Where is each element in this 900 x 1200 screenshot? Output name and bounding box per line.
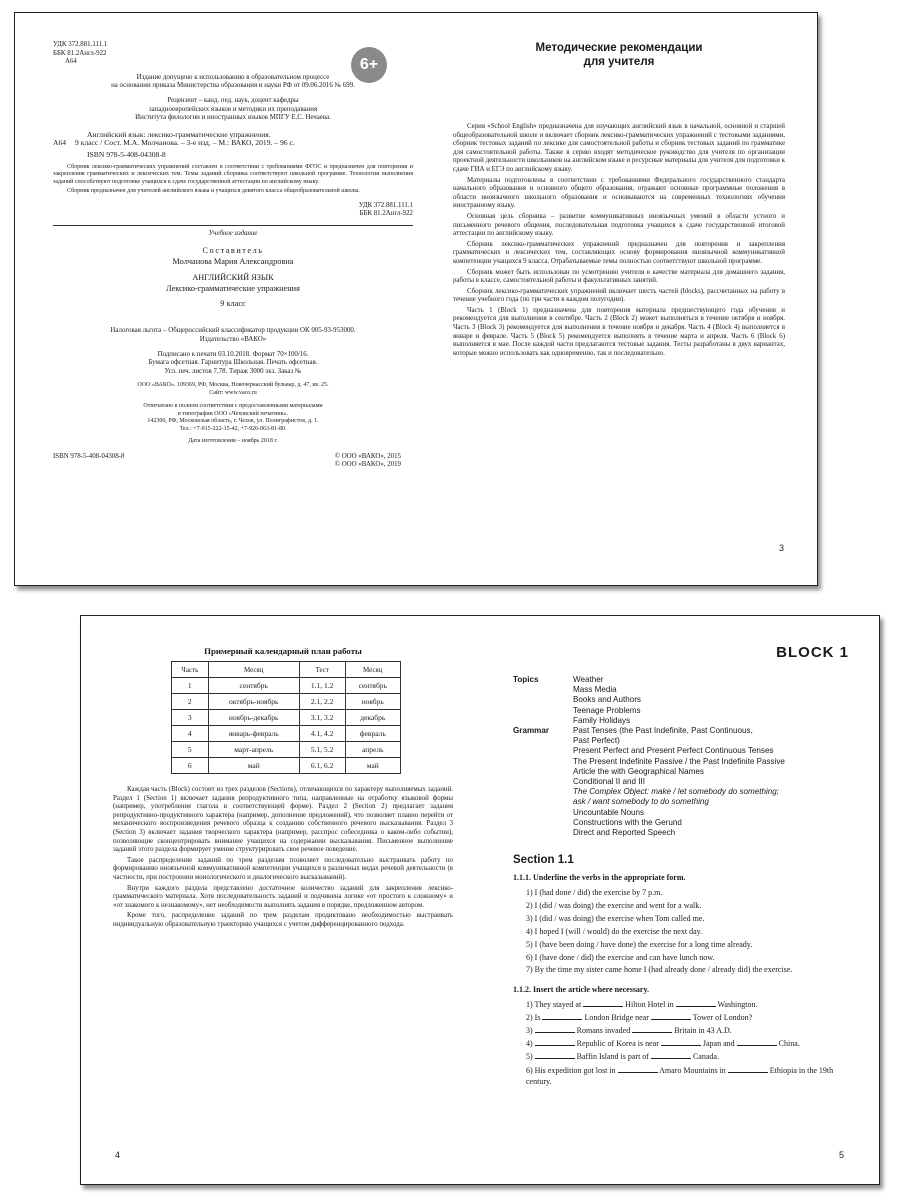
table-header: Месяц: [345, 662, 400, 678]
printing-line-2: в типографии ООО «Чеховский печатник».: [177, 410, 289, 417]
grammar-item: The Complex Object: make / let somebody do something;: [573, 787, 780, 797]
table-cell: январь-февраль: [208, 726, 299, 742]
table-row: [172, 742, 401, 758]
compiler-label: Составитель: [202, 246, 264, 256]
topics-label: Topics: [513, 675, 539, 684]
exercise-item: 2) I (did / was doing) the exercise and went for a walk.: [526, 901, 702, 911]
answer-blank[interactable]: [632, 1025, 672, 1033]
paragraph: Каждая часть (Block) состоит из трех разделов (Sections), отличающихся по характеру выполняемых заданий. Раздел 1 (Section 1) включает задания репродуктивного типа, направленные на отработку языковой формы (например, употребление глагола в соответствующей форме). Раздел 2 (Section 2) предлагает задания репродуктивно-продуктивного характера (например, дополнение предложений), что позволяет плавно перейти от механического воспроизведения речевого образца к созданию собственного речевого высказывания. Раздел 3 (Section 3) включает задания творческого характера (например, расспрос собеседника о каком-либо событии), позволяющие сконцентрировать внимание учащихся на содержании высказывания. Письменное выполнение заданий этого раздела формирует умение структурировать свое речевое поведение.: [113, 786, 453, 854]
book-spread-bottom: [80, 615, 880, 1185]
answer-blank[interactable]: [737, 1038, 777, 1046]
exercise-item: 7) By the time my sister came home I (had already done / already did) the exercise.: [526, 965, 793, 975]
table-row: [172, 694, 401, 710]
printing-line-3: 142300, РФ, Московская область, г. Чехов, ул. Полиграфистов, д. 1.: [147, 418, 319, 425]
topic-item: Books and Authors: [573, 695, 641, 705]
block-1-page: [513, 644, 849, 1184]
answer-blank[interactable]: [618, 1065, 658, 1073]
udk-code: УДК 372.881.111.1: [53, 41, 108, 48]
table-cell: 2: [172, 694, 209, 710]
table-cell: март-апрель: [208, 742, 299, 758]
grammar-item: Constructions with the Gerund: [573, 817, 682, 827]
table-cell: 2.1, 2.2: [299, 694, 345, 710]
paragraph: Кроме того, распределение заданий по трем разделам продиктовано необходимостью выстраивать индивидуальную образовательную траекторию учащихся с учетом дифференцированного подхода.: [113, 912, 453, 928]
task-2-heading: 1.1.2. Insert the article where necessary.: [513, 985, 650, 995]
address-line-1: ООО «ВАКО». 109369, РФ, Москва, Новочеркасский бульвар, д. 47, кв. 25.: [137, 382, 329, 389]
table-row: [172, 678, 401, 694]
table-cell: 4.1, 4.2: [299, 726, 345, 742]
table-title: Примерный календарный план работы: [204, 646, 362, 656]
table-cell: 5: [172, 742, 209, 758]
grammar-label: Grammar: [513, 726, 549, 736]
exercise-item: 4) I hoped I (will / would) do the exercise the next day.: [526, 927, 703, 937]
table-cell: апрель: [345, 742, 400, 758]
print-line-2: Бумага офсетная. Гарнитура Школьная. Печать офсетная.: [148, 359, 318, 367]
copyright-1: © ООО «ВАКО», 2015: [334, 452, 401, 460]
paragraph: Внутри каждого раздела представлено достаточное количество заданий для закрепления лексико-грамматического материала. Хотя последовательность заданий и подчинена логике «от простого к сложному» и «от знакомого к незнакомому», нет необходимости выполнять задания в порядке, предложенном автором.: [113, 884, 453, 909]
biblio-code: А64: [53, 138, 67, 148]
paragraph: Такое распределение заданий по трем разделам позволяет последовательно выстраивать работу по формированию иноязычной коммуникативной компетенции учащихся в различных видах речевой деятельности (в частности, при построении монологического и диалогического высказываний).: [113, 856, 453, 881]
copyright-2: © ООО «ВАКО», 2019: [334, 461, 401, 469]
grammar-item: Conditional II and III: [573, 777, 645, 787]
topic-item: Mass Media: [573, 685, 617, 695]
table-cell: сентябрь: [345, 678, 400, 694]
page-number: 3: [779, 543, 785, 553]
udk-code-2: УДК 372.881.111.1: [358, 201, 413, 209]
table-header: Месяц: [208, 662, 299, 678]
paragraph: Часть 1 (Block 1) предназначена для повторения материала предшествующего года обучения и рекомендуется для выполнения в сентябре. Часть 2 (Block 2) может выполняться в течение октября и ноября. Часть 3 (Block 3) рекомендуется для выполнения в течение ноября и декабря. Часть 4 (Block 4) выполняется в январе и феврале. Часть 5 (Block 5) рекомендуется выполнять в течение марта и апреля. Часть 6 (Block 6) выполняется в мае. После каждой части предлагаются тестовые задания. Тесты разработаны в двух вариантах, которые можно использовать как одновременно, так и последовательно.: [453, 306, 785, 357]
age-rating-badge: 6+: [351, 47, 387, 83]
paragraph: Сборник лексико-грамматических упражнений включает шесть частей (blocks), рассчитанных на работу в течение учебного года (по три части в каждом полугодии).: [453, 287, 785, 304]
book-title: АНГЛИЙСКИЙ ЯЗЫК: [192, 273, 274, 283]
table-cell: февраль: [345, 726, 400, 742]
page-number: 4: [115, 1150, 121, 1160]
biblio-title: Английский язык: лексико-грамматические упражнения.: [87, 129, 271, 139]
grammar-item: Present Perfect and Present Perfect Continuous Tenses: [573, 746, 774, 756]
table-cell: ноябрь-декабрь: [208, 710, 299, 726]
table-row: [172, 710, 401, 726]
answer-blank[interactable]: [676, 999, 716, 1007]
table-cell: май: [208, 758, 299, 774]
topic-item: Family Holidays: [573, 715, 631, 725]
table-header: Тест: [299, 662, 345, 678]
grammar-item: Article the with Geographical Names: [573, 766, 704, 776]
calendar-table: [171, 661, 401, 774]
isbn: ISBN 978-5-408-04308-8: [87, 149, 166, 159]
grammar-item: Uncountable Nouns: [573, 807, 645, 817]
reviewer-line-3: Института филологии и иностранных языков МПГУ Е.С. Нечаева.: [135, 114, 331, 122]
table-cell: 6: [172, 758, 209, 774]
page-number: 5: [839, 1150, 845, 1160]
paragraph: Сборник может быть использован по усмотрению учителя в качестве материала для домашнего задания, работы в классе, самостоятельной работы и факультативных занятий.: [453, 268, 785, 285]
topic-item: Weather: [573, 675, 604, 684]
table-cell: ноябрь: [345, 694, 400, 710]
answer-blank[interactable]: [651, 1051, 691, 1059]
annotation-2: Сборник предназначен для учителей английского языка и учащихся девятого класса общеобразовательной школы.: [67, 188, 360, 195]
table-cell: 3: [172, 710, 209, 726]
paragraph: Материалы подготовлены в соответствии с требованиями Федерального государственного стандарта начального образования и основного общего образования, отражают основные программные положения в области иноязычного школьного образования и основываются на современных технологиях обучения иностранному языку.: [453, 176, 785, 210]
answer-blank[interactable]: [661, 1038, 701, 1046]
divider: [53, 225, 413, 226]
printing-line-1: Отпечатано в полном соответствии с предоставленными материалами: [143, 403, 323, 410]
exercise-item: 1) I (had done / did) the exercise by 7 p.m.: [526, 888, 663, 898]
answer-blank[interactable]: [728, 1065, 768, 1073]
isbn-bottom: ISBN 978-5-408-04308-8: [53, 452, 125, 460]
print-line-3: Усл. печ. листов 7,78. Тираж 3000 экз. Заказ №: [164, 367, 302, 375]
grammar-item: Past Perfect): [573, 736, 620, 746]
section-heading: Section 1.1: [513, 854, 574, 867]
grammar-item: ask / want somebody to do something: [573, 797, 709, 807]
exercise-item: 3) I (did / was doing) the exercise when Tom called me.: [526, 914, 705, 924]
bbk-code: ББК 81.2Англ-922: [53, 49, 107, 57]
address-line-2: Сайт: www.vaco.ru: [209, 389, 257, 396]
table-cell: октябрь-ноябрь: [208, 694, 299, 710]
answer-blank[interactable]: [542, 1012, 582, 1020]
block-heading: BLOCK 1: [776, 644, 849, 661]
table-header: Часть: [172, 662, 209, 678]
biblio-line: 9 класс / Сост. М.А. Молчанова. – 3-е изд. – М.: ВАКО, 2019. – 96 с.: [75, 138, 295, 148]
answer-blank[interactable]: [535, 1051, 575, 1059]
paragraph: Сборник лексико-грамматических упражнений предназначен для повторения и закрепления грамматических и лексических тем, составляющих основу формирования иноязычной коммуникативной компетенции учащихся 9 класса. Отрабатываемые темы полностью соответствуют школьной программе.: [453, 240, 785, 265]
exercise-item: 3) Romans invaded Britain in 43 A.D.: [526, 1026, 732, 1036]
task-1-heading: 1.1.1. Underline the verbs in the appropriate form.: [513, 873, 686, 883]
table-cell: 6.1, 6.2: [299, 758, 345, 774]
answer-blank[interactable]: [535, 1025, 575, 1033]
exercise-item: 6) I (have done / did) the exercise and can have lunch now.: [526, 953, 715, 963]
grammar-item: Past Tenses (the Past Indefinite, Past Continuous,: [573, 726, 753, 736]
manufacture-date: Дата изготовления – ноябрь 2018 г.: [188, 438, 278, 445]
grammar-item: The Present Indefinite Passive / the Past Indefinite Passive: [573, 756, 785, 766]
imprint-line-2: Издательство «ВАКО»: [199, 335, 267, 343]
table-cell: декабрь: [345, 710, 400, 726]
table-cell: сентябрь: [208, 678, 299, 694]
bbk-code-2: ББК 81.2Англ-922: [359, 210, 413, 218]
exercise-item: 6) His expedition got lost in Amaro Mountains in Ethiopia in the 19th century.: [526, 1066, 834, 1087]
book-subtitle: Лексико-грамматические упражнения: [166, 283, 300, 293]
exercise-item: 1) They stayed at Hilton Hotel in Washington.: [526, 1000, 758, 1010]
page-title-2: для учителя: [583, 56, 655, 68]
table-cell: 4: [172, 726, 209, 742]
exercise-item: 5) Baffin Island is part of Canada.: [526, 1052, 719, 1062]
table-cell: май: [345, 758, 400, 774]
exercise-item: 4) Republic of Korea is near Japan and China.: [526, 1039, 800, 1049]
grammar-item: Direct and Reported Speech: [573, 828, 676, 838]
approval-line-1: Издание допущено к использованию в образовательном процессе: [136, 73, 330, 81]
print-line-1: Подписано к печати 03.10.2018. Формат 70×100/16.: [157, 350, 309, 358]
table-row: [172, 758, 401, 774]
answer-blank[interactable]: [583, 999, 623, 1007]
imprint-page: [53, 41, 413, 585]
table-cell: 1.1, 1.2: [299, 678, 345, 694]
compiler-name: Молчанова Мария Александровна: [172, 256, 294, 266]
answer-blank[interactable]: [651, 1012, 691, 1020]
imprint-line-1: Налоговая льгота – Общероссийский классификатор продукции ОК 005-93-953000.: [110, 327, 356, 335]
edition-type: Учебное издание: [208, 229, 258, 237]
table-cell: 3.1, 3.2: [299, 710, 345, 726]
exercise-item: 5) I (have been doing / have done) the exercise for a long time already.: [526, 940, 753, 950]
answer-blank[interactable]: [535, 1038, 575, 1046]
page-title: Методические рекомендации: [535, 42, 703, 54]
book-spread-top: [14, 12, 818, 586]
reviewer-line-2: западноевропейских языков и методики их преподавания: [148, 105, 318, 113]
exercise-item: 2) Is London Bridge near Tower of London?: [526, 1013, 753, 1023]
printing-line-4: Тел.: +7-915-222-15-42, +7-926-063-81-80.: [179, 425, 287, 432]
reviewer-line-1: Рецензент – канд. пед. наук, доцент кафедры: [167, 96, 299, 104]
annotation: Сборник лексико-грамматических упражнений составлен в соответствии с требованиями ФГОС и предназначен для повторения и закрепления грамматических и лексических тем. Темы заданий сборника соответствуют школьной программе. Технологии выполнения заданий способствуют подготовке учащихся к сдаче государственной аттестации по английскому языку.: [53, 163, 413, 185]
paragraph: Серия «School English» предназначена для изучающих английский язык в начальной, основной и старшей общеобразовательной школе и включает сборник лексико-грамматических упражнений с тестовыми заданиями, сборник тестовых заданий по лексике для самостоятельной работы и сборник тестовых заданий по грамматике для самостоятельной работы. Также в серию входят методическое руководство для учителя по организации проектной деятельности школьников на английском языке и ресурсные материалы для учителя для подготовки к сдаче ГИА и ЕГЭ по английскому языку.: [453, 123, 785, 173]
book-code: А64: [65, 58, 77, 66]
table-cell: 1: [172, 678, 209, 694]
grade: 9 класс: [220, 298, 246, 308]
table-cell: 5.1, 5.2: [299, 742, 345, 758]
plan-page: [113, 646, 453, 1184]
methodology-page: [453, 41, 785, 585]
paragraph: Основная цель сборника – развитие коммуникативных иноязычных умений в области устного и письменного речевого общения, последовательная подготовка учащихся к сдаче государственной итоговой аттестации по английскому языку.: [453, 212, 785, 238]
approval-line-2: на основании приказа Министерства образования и науки РФ от 09.06.2016 № 699.: [111, 82, 355, 90]
table-row: [172, 726, 401, 742]
topic-item: Teenage Problems: [573, 705, 641, 715]
